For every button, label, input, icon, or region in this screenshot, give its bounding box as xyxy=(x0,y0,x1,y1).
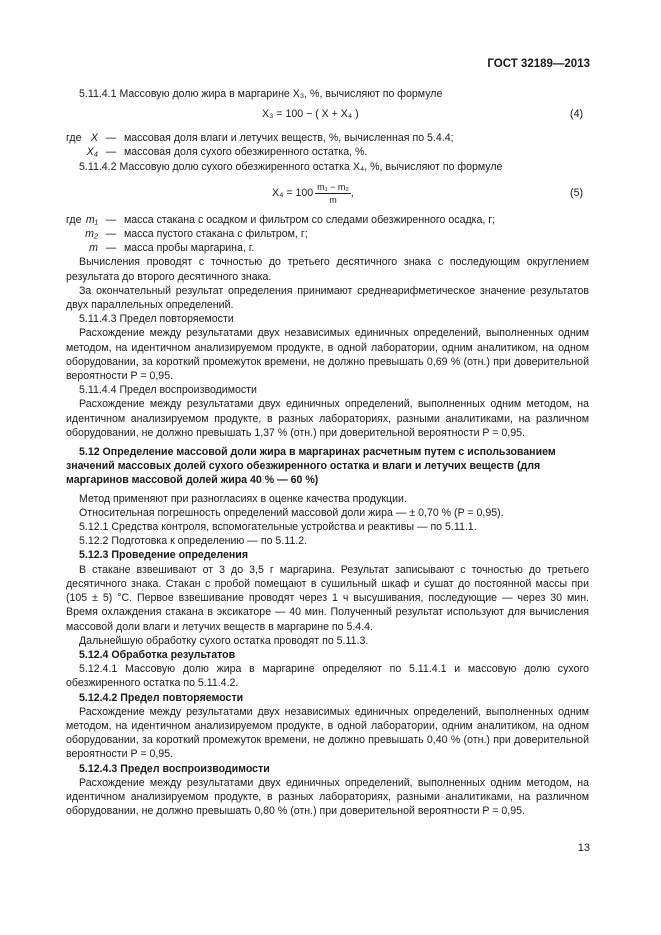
definition-row xyxy=(66,241,589,255)
clause-heading: 5.12.4.2 Предел повторяемости xyxy=(79,691,244,704)
paragraph: Метод применяют при разногласиях в оценке качества продукции. xyxy=(79,492,407,505)
definition-row xyxy=(66,145,589,159)
definition-dash: — xyxy=(105,213,117,226)
paragraph: Дальнейшую обработку сухого остатка проводят по 5.11.3. xyxy=(79,634,369,647)
definition-dash: — xyxy=(105,228,117,241)
document-body xyxy=(66,87,589,818)
paragraph: Расхождение между результатами двух единичных определений, выполненных одним методом, на идентичном анализируемом продукте, в разных лабораториях, разными аналитиками, на различном оборудовании, не должно превышать 1,37 % (отн.) при доверительной вероятности P = 0,95. xyxy=(66,398,589,439)
paragraph: В стакане взвешивают от 3 до 3,5 г маргарина. Результат записывают с точностью до третьего десятичного знака. Стакан с пробой помещают в сушильный шкаф и сушат до постоянной массы при (105 ± 5) °С. Первое взвешивание проводят через 1 ч высушивания, последующие — через 30 мин. Время охлаждения стакана в эксикаторе — 40 мин. Полученный результат используют для вычисления массовой доли влаги и летучих веществ в маргарине по 5.4.4. xyxy=(66,563,589,633)
definition-dash: — xyxy=(105,146,117,159)
formula-5-expression xyxy=(272,182,354,205)
paragraph: Относительная погрешность определений массовой доли жира — ± 0,70 % (P = 0,95). xyxy=(79,506,504,519)
formula-5-fraction xyxy=(315,182,351,205)
clause-heading: 5.11.4.4 Предел воспроизводимости xyxy=(79,384,257,397)
definition-symbol: X₄ xyxy=(86,146,98,159)
definition-text: масса пустого стакана с фильтром, г; xyxy=(124,228,308,241)
clause-heading: 5.12.4 Обработка результатов xyxy=(79,648,236,661)
paragraph: Расхождение между результатами двух независимых единичных определений, выполненных одним методом, на идентичном анализируемом продукте, в одной лаборатории, одним аналитиком, на одном оборудовании, за короткий промежуток времени, не должно превышать 0,40 % (отн.) при доверительной вероятности P = 0,95. xyxy=(66,705,589,761)
definition-text: массовая доля влаги и летучих веществ, %, вычисленная по 5.4.4; xyxy=(124,132,454,145)
definition-symbol: X xyxy=(90,132,98,145)
paragraph: 5.12.2 Подготовка к определению — по 5.11.2. xyxy=(79,535,308,548)
definition-dash: — xyxy=(105,132,117,145)
definition-text: масса пробы маргарина, г. xyxy=(124,242,255,255)
formula-5-tail: , xyxy=(350,187,354,200)
definition-text: массовая доля сухого обезжиренного остатка, %. xyxy=(124,146,368,159)
clause-heading: 5.11.4.3 Предел повторяемости xyxy=(79,313,234,326)
paragraph: Вычисления проводят с точностью до третьего десятичного знака с последующим округлением результата до второго десятичного знака. xyxy=(66,256,589,283)
paragraph: Расхождение между результатами двух независимых единичных определений, выполненных одним методом, на идентичном анализируемом продукте, в одной лаборатории, одним аналитиком, на одном оборудовании, за короткий промежуток времени, не должно превышать 0,69 % (отн.) при доверительной вероятности P = 0,95. xyxy=(66,327,589,383)
formula-5 xyxy=(66,177,589,209)
clause-heading: 5.12.4.3 Предел воспроизводимости xyxy=(79,762,270,775)
formula-5-numerator: m₁ − m₂ xyxy=(317,181,349,192)
definition-row: где m₁ — масса стакана с осадком и фильтром со следами обезжиренного осадка, г; xyxy=(66,213,496,226)
definition-symbol: m₁ xyxy=(85,213,98,226)
paragraph: За окончательный результат определения принимают среднеарифметическое значение результатов двух параллельных определений. xyxy=(66,284,589,312)
definition-dash: — xyxy=(105,242,117,255)
page-number: 13 xyxy=(577,842,590,854)
paragraph: Расхождение между результатами двух единичных определений, выполненных одним методом, на идентичном анализируемом продукте, в разных лабораториях, разными аналитиками, на различном оборудовании, не должно превышать 0,80 % (отн.) при доверительной вероятности P = 0,95. xyxy=(66,776,589,818)
clause-5-11-4-1: 5.11.4.1 Массовую долю жира в маргарине X₃, %, вычисляют по формуле xyxy=(79,88,443,100)
definition-row xyxy=(66,227,589,241)
definition-row: где X — массовая доля влаги и летучих веществ, %, вычисленная по 5.4.4; xyxy=(66,132,454,145)
paragraph: 5.12.4.1 Массовую долю жира в маргарине определяют по 5.11.4.1 и массовую долю сухого обезжиренного остатка по 5.11.4.2. xyxy=(66,663,589,690)
section-5-12-heading: 5.12 Определение массовой доли жира в маргаринах расчетным путем с использованием значений массовых долей сухого обезжиренного остатка и влаги и летучих веществ (для маргаринов массовой долей жира 40 % — 60 %) xyxy=(66,446,556,487)
formula-5-denominator: m xyxy=(329,194,337,205)
formula-4 xyxy=(66,105,589,125)
clause-heading: 5.12.3 Проведение определения xyxy=(79,549,249,562)
formula-5-left: X₄ = 100 xyxy=(272,187,314,200)
clause-5-11-4-2: 5.11.4.2 Массовую долю сухого обезжиренного остатка X₄, %, вычисляют по формуле xyxy=(79,160,503,173)
definition-text: масса стакана с осадком и фильтром со следами обезжиренного осадка, г; xyxy=(124,213,496,226)
document-header: ГОСТ 32189—2013 xyxy=(487,58,590,70)
formula-5-number: (5) xyxy=(570,186,583,199)
definition-symbol: m xyxy=(89,242,98,255)
definition-symbol: m₂ xyxy=(85,228,98,241)
paragraph: 5.12.1 Средства контроля, вспомогательные устройства и реактивы — по 5.11.1. xyxy=(79,521,477,534)
formula-4-expression: X₃ = 100 − ( X + X₄ ) xyxy=(262,108,359,121)
formula-4-number: (4) xyxy=(570,108,583,121)
